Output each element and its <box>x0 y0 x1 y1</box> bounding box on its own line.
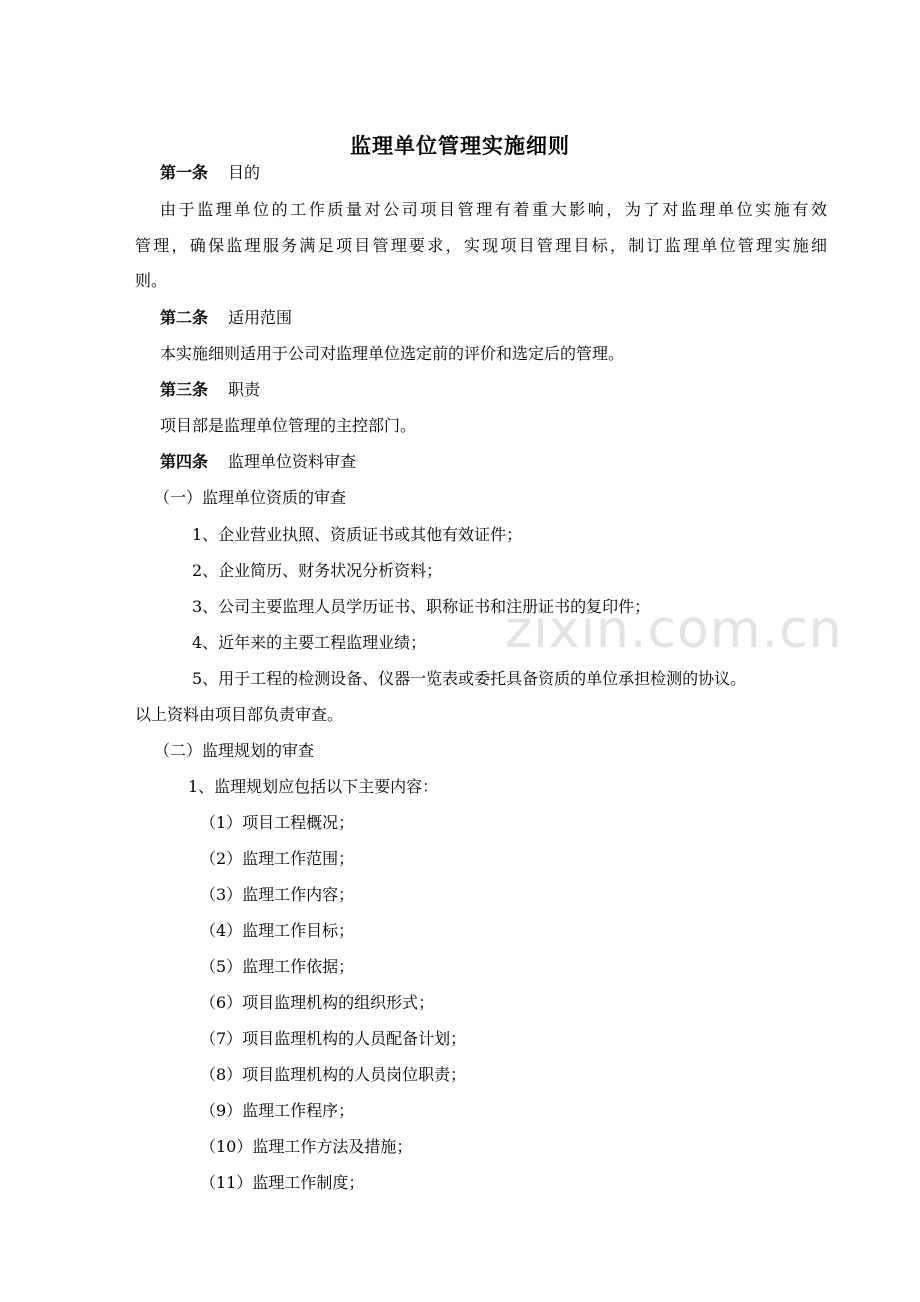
article-2-heading <box>160 307 292 329</box>
section-1-item-3: 3、公司主要监理人员学历证书、职称证书和注册证书的复印件； <box>192 597 651 616</box>
watermark: zixin.com.cn <box>505 600 843 660</box>
article-1-heading <box>160 162 260 184</box>
article-title: 适用范围 <box>228 308 293 327</box>
section-2-item-4: （4）监理工作目标； <box>200 921 355 940</box>
article-title: 职责 <box>228 380 261 399</box>
section-2-item-11: （11）监理工作制度； <box>200 1173 365 1192</box>
section-2-item-1: （1）项目工程概况； <box>200 813 355 832</box>
article-title: 监理单位资料审查 <box>228 452 357 471</box>
section-1-title: （一）监理单位资质的审查 <box>154 488 347 507</box>
section-1-item-5: 5、用于工程的检测设备、仪器一览表或委托具备资质的单位承担检测的协议。 <box>192 669 747 688</box>
section-2-item-8: （8）项目监理机构的人员岗位职责； <box>200 1065 467 1084</box>
section-1-item-4: 4、近年来的主要工程监理业绩； <box>192 633 427 652</box>
section-2-title: （二）监理规划的审查 <box>154 741 315 760</box>
duty-text: 项目部是监理单位管理的主控部门。 <box>160 416 417 435</box>
section-2-item-9: （9）监理工作程序； <box>200 1101 355 1120</box>
article-4-heading <box>160 451 356 473</box>
scope-text: 本实施细则适用于公司对监理单位选定前的评价和选定后的管理。 <box>160 344 625 363</box>
purpose-line-1: 由于监理单位的工作质量对公司项目管理有着重大影响，为了对监理单位实施有效 <box>160 200 827 219</box>
section-1-note: 以上资料由项目部负责审查。 <box>135 705 344 724</box>
purpose-line-3: 则。 <box>135 271 168 290</box>
section-2-intro: 1、监理规划应包括以下主要内容： <box>188 777 439 796</box>
article-number: 第二条 <box>160 308 209 327</box>
purpose-line-2: 管理，确保监理服务满足项目管理要求，实现项目管理目标，制订监理单位管理实施细 <box>135 236 827 255</box>
section-1-item-2: 2、企业简历、财务状况分析资料； <box>192 561 443 580</box>
section-2-item-3: （3）监理工作内容； <box>200 885 355 904</box>
article-number: 第四条 <box>160 452 209 471</box>
section-2-item-2: （2）监理工作范围； <box>200 849 355 868</box>
section-1-item-1: 1、企业营业执照、资质证书或其他有效证件； <box>192 525 523 544</box>
section-2-item-5: （5）监理工作依据； <box>200 957 355 976</box>
article-title: 目的 <box>228 163 261 182</box>
document-title: 监理单位管理实施细则 <box>350 134 570 158</box>
section-2-item-10: （10）监理工作方法及措施； <box>200 1137 413 1156</box>
article-number: 第三条 <box>160 380 209 399</box>
article-3-heading <box>160 379 260 401</box>
article-number: 第一条 <box>160 163 209 182</box>
section-2-item-7: （7）项目监理机构的人员配备计划； <box>200 1029 467 1048</box>
section-2-item-6: （6）项目监理机构的组织形式； <box>200 993 435 1012</box>
